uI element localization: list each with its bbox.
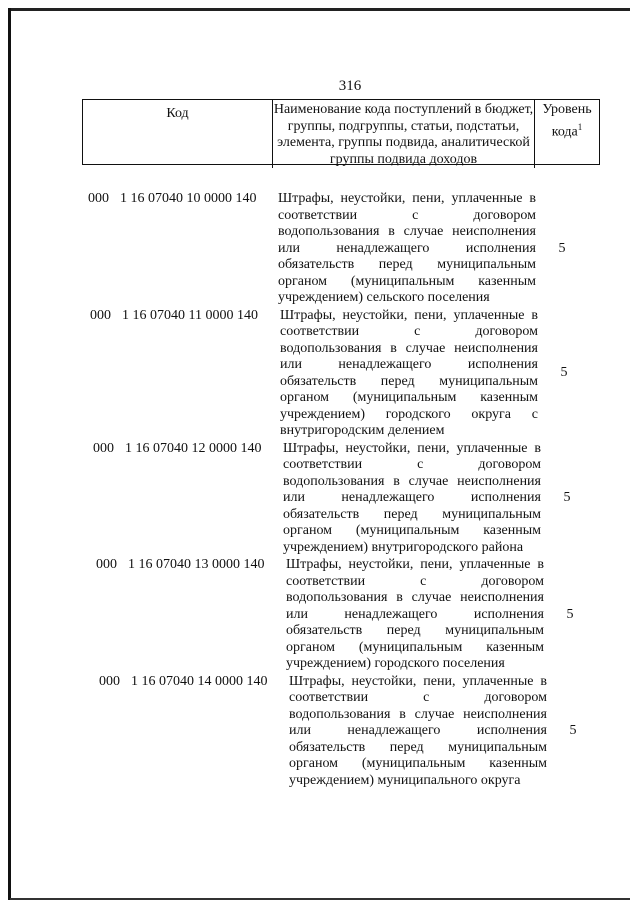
revenue-description: Штрафы, неустойки, пени, уплаченные в соответствии с договором водопользования в случае неисполнения или ненадлежащего исполнения обязательств перед муниципальным органом (муниципальным казенным учреждением) городского поселения	[286, 557, 544, 671]
admin-code: 000	[93, 440, 114, 456]
admin-code: 000	[96, 557, 117, 572]
revenue-code: 1 16 07040 14 0000 140	[131, 673, 268, 689]
table-row	[99, 674, 599, 790]
header-code: Код	[83, 100, 273, 168]
admin-code: 000	[90, 307, 111, 323]
scan-border-bottom	[10, 898, 630, 900]
page-number: 316	[338, 78, 362, 94]
admin-code: 000	[99, 673, 120, 689]
revenue-description: Штрафы, неустойки, пени, уплаченные в соответствии с договором водопользования в случае неисполнения или ненадлежащего исполнения обязательств перед муниципальным органом (муниципальным казенным учреждением) муниципального округа	[289, 673, 547, 788]
header-level-label: Уровень кода	[542, 102, 592, 140]
revenue-description: Штрафы, неустойки, пени, уплаченные в соответствии с договором водопользования в случае неисполнения или ненадлежащего исполнения обязательств перед муниципальным органом (муниципальным казенным учреждением) сельского поселения	[278, 191, 536, 305]
revenue-code: 1 16 07040 11 0000 140	[122, 307, 258, 323]
scan-border-left	[8, 8, 11, 900]
header-level-footnote: 1	[577, 121, 583, 132]
code-level: 5	[569, 723, 577, 738]
revenue-code: 1 16 07040 12 0000 140	[125, 440, 262, 456]
code-level: 5	[563, 490, 571, 505]
table-row	[88, 191, 588, 307]
code-level: 5	[560, 365, 568, 381]
table-row	[90, 308, 590, 440]
revenue-code: 1 16 07040 10 0000 140	[120, 191, 257, 206]
scan-border-top	[10, 8, 630, 11]
header-name: Наименование кода поступлений в бюджет, группы, подгруппы, статьи, подстатьи, элемента, группы подвида, аналитической группы подвида доходов	[273, 102, 534, 167]
table-row	[93, 441, 593, 557]
revenue-code: 1 16 07040 13 0000 140	[128, 557, 265, 572]
code-level: 5	[566, 606, 574, 622]
table-row	[96, 557, 596, 673]
header-level	[535, 100, 599, 168]
code-entries	[88, 191, 588, 790]
admin-code: 000	[88, 191, 109, 206]
revenue-description: Штрафы, неустойки, пени, уплаченные в соответствии с договором водопользования в случае неисполнения или ненадлежащего исполнения обязательств перед муниципальным органом (муниципальным казенным учреждением) внутригородского района	[283, 440, 541, 555]
code-level: 5	[558, 240, 566, 256]
revenue-description: Штрафы, неустойки, пени, уплаченные в соответствии с договором водопользования в случае неисполнения или ненадлежащего исполнения обязательств перед муниципальным органом (муниципальным казенным учреждением) городского округа с внутригородским делением	[280, 307, 538, 438]
table-header	[82, 99, 600, 165]
